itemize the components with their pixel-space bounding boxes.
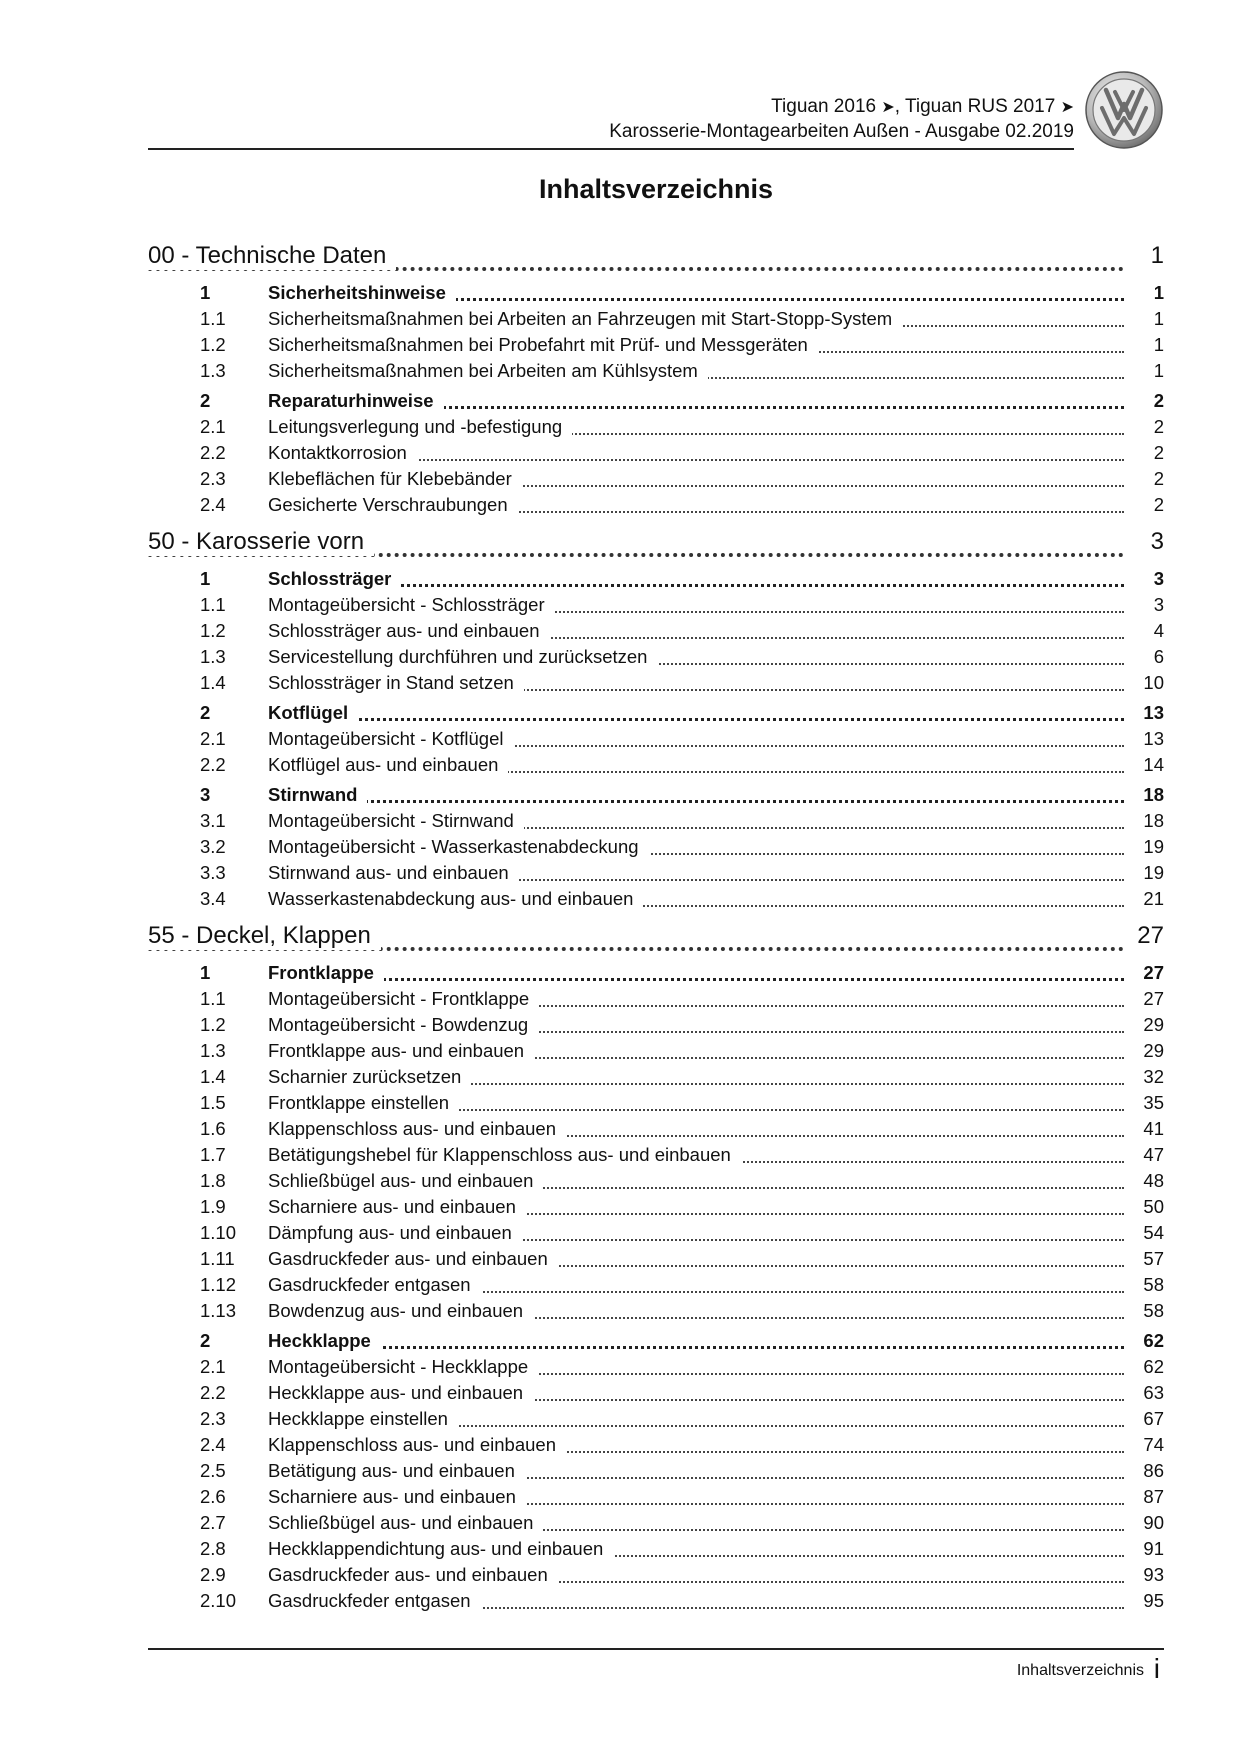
dot-leader xyxy=(268,1346,1124,1349)
toc-entry-number: 1.1 xyxy=(200,594,226,615)
toc-entry-page: 62 xyxy=(1131,1354,1164,1380)
toc-chapter-row[interactable] xyxy=(148,388,1164,414)
toc-chapter xyxy=(148,700,1164,778)
toc-entry-page: 6 xyxy=(1142,644,1164,670)
toc-entry-number: 1.2 xyxy=(200,334,226,355)
toc-entry-page: 2 xyxy=(1142,466,1164,492)
toc-entry-title: Montageübersicht - Frontklappe xyxy=(268,986,539,1012)
toc-chapter-page: 2 xyxy=(1142,388,1164,414)
toc-entry-title: Leitungsverlegung und -befestigung xyxy=(268,414,572,440)
toc-entry-number: 1.1 xyxy=(200,308,226,329)
header-models xyxy=(148,95,1074,120)
toc-entry-title: Montageübersicht - Stirnwand xyxy=(268,808,524,834)
toc-entry-page: 21 xyxy=(1131,886,1164,912)
toc-entry-title: Schließbügel aus- und einbauen xyxy=(268,1510,543,1536)
toc-entry-page: 57 xyxy=(1131,1246,1164,1272)
toc-entry-row[interactable] xyxy=(148,1354,1164,1380)
toc-section-heading[interactable] xyxy=(148,920,1164,956)
vw-logo-icon xyxy=(1084,70,1164,150)
toc-chapter-title: Heckklappe xyxy=(268,1328,381,1354)
toc-entry-number: 1.6 xyxy=(200,1118,226,1139)
toc-entry-row[interactable] xyxy=(148,1064,1164,1090)
toc-entry-title: Kontaktkorrosion xyxy=(268,440,417,466)
toc-chapter-number: 1 xyxy=(200,962,211,983)
toc-chapter-row[interactable] xyxy=(148,1328,1164,1354)
toc-entry-page: 41 xyxy=(1131,1116,1164,1142)
toc-entry-title: Sicherheitsmaßnahmen bei Arbeiten am Kühlsystem xyxy=(268,358,708,384)
toc-entry-page: 91 xyxy=(1131,1536,1164,1562)
toc-chapter xyxy=(148,1328,1164,1614)
toc-section-heading[interactable] xyxy=(148,526,1164,562)
toc-entry-page: 47 xyxy=(1131,1142,1164,1168)
toc-entry-title: Klebeflächen für Klebebänder xyxy=(268,466,522,492)
toc-chapter-row[interactable] xyxy=(148,700,1164,726)
toc-entry-page: 1 xyxy=(1142,332,1164,358)
toc-entry-page: 93 xyxy=(1131,1562,1164,1588)
toc-section xyxy=(148,526,1164,912)
toc-entry-row[interactable] xyxy=(148,1272,1164,1298)
toc-chapter-title: Schlossträger xyxy=(268,566,401,592)
toc-chapter-row[interactable] xyxy=(148,960,1164,986)
toc-entry-number: 2.3 xyxy=(200,1408,226,1429)
toc-chapter-number: 2 xyxy=(200,1330,211,1351)
toc-entry-page: 95 xyxy=(1131,1588,1164,1614)
toc-chapter-number: 3 xyxy=(200,784,211,805)
footer-label: Inhaltsverzeichnis xyxy=(1016,1662,1144,1679)
toc-entry-number: 1.5 xyxy=(200,1092,226,1113)
toc-section-heading[interactable] xyxy=(148,240,1164,276)
toc-entry-number: 3.1 xyxy=(200,810,226,831)
header-model-1: Tiguan 2016 xyxy=(771,96,877,117)
toc-entry-title: Montageübersicht - Schlossträger xyxy=(268,592,555,618)
toc-entry-title: Wasserkastenabdeckung aus- und einbauen xyxy=(268,886,643,912)
toc-entry-row[interactable] xyxy=(148,1116,1164,1142)
toc-entry-title: Gesicherte Verschraubungen xyxy=(268,492,518,518)
toc-entry-number: 2.8 xyxy=(200,1538,226,1559)
toc-entry-row[interactable] xyxy=(148,1168,1164,1194)
toc-entry-number: 2.2 xyxy=(200,1382,226,1403)
toc-entry-row[interactable] xyxy=(148,1562,1164,1588)
toc-section-title: 55 - Deckel, Klappen xyxy=(148,922,381,950)
toc-entry-page: 50 xyxy=(1131,1194,1164,1220)
toc-entry-title: Montageübersicht - Bowdenzug xyxy=(268,1012,538,1038)
toc-entry-row[interactable] xyxy=(148,1142,1164,1168)
toc-entry-page: 4 xyxy=(1142,618,1164,644)
toc-entry-number: 2.4 xyxy=(200,494,226,515)
toc-entry-number: 2.4 xyxy=(200,1434,226,1455)
toc-entry-number: 2.7 xyxy=(200,1512,226,1533)
toc-entry-page: 74 xyxy=(1131,1432,1164,1458)
toc-entry-row[interactable] xyxy=(148,1510,1164,1536)
toc-entry-page: 87 xyxy=(1131,1484,1164,1510)
toc-entry-page: 58 xyxy=(1131,1272,1164,1298)
toc-entry-title: Betätigungshebel für Klappenschloss aus- und einbauen xyxy=(268,1142,741,1168)
toc-entry-number: 1.13 xyxy=(200,1300,237,1321)
toc-chapter-number: 1 xyxy=(200,282,211,303)
toc-entry-row[interactable] xyxy=(148,886,1164,912)
page-title: Inhaltsverzeichnis xyxy=(538,174,774,204)
toc-entry-page: 90 xyxy=(1131,1510,1164,1536)
toc-entry-number: 1.12 xyxy=(200,1274,237,1295)
toc-entry-page: 1 xyxy=(1142,306,1164,332)
toc-entry-page: 67 xyxy=(1131,1406,1164,1432)
document-header xyxy=(148,95,1074,144)
toc-chapter-page: 18 xyxy=(1131,782,1164,808)
toc-entry-page: 2 xyxy=(1142,440,1164,466)
toc-entry-row[interactable] xyxy=(148,986,1164,1012)
toc-entry-row[interactable] xyxy=(148,1380,1164,1406)
toc-entry-title: Heckklappe einstellen xyxy=(268,1406,458,1432)
toc-entry-row[interactable] xyxy=(148,1484,1164,1510)
footer-page-number: i xyxy=(1153,1653,1160,1684)
toc-entry-title: Schlossträger in Stand setzen xyxy=(268,670,524,696)
toc-entry-page: 3 xyxy=(1142,592,1164,618)
toc-entry-title: Montageübersicht - Wasserkastenabdeckung xyxy=(268,834,649,860)
toc-entry-row[interactable] xyxy=(148,1406,1164,1432)
toc-chapter-title: Stirnwand xyxy=(268,782,367,808)
toc-entry-title: Gasdruckfeder aus- und einbauen xyxy=(268,1246,558,1272)
toc-chapter-title: Reparaturhinweise xyxy=(268,388,444,414)
dot-leader xyxy=(268,718,1124,721)
table-of-contents xyxy=(148,240,1164,1622)
toc-entry-row[interactable] xyxy=(148,1458,1164,1484)
toc-entry-row[interactable] xyxy=(148,670,1164,696)
toc-entry-row[interactable] xyxy=(148,440,1164,466)
toc-section-page: 1 xyxy=(1141,242,1164,270)
toc-entry-title: Montageübersicht - Kotflügel xyxy=(268,726,514,752)
toc-entry-row[interactable] xyxy=(148,618,1164,644)
toc-entry-number: 1.11 xyxy=(200,1248,235,1269)
toc-entry-title: Kotflügel aus- und einbauen xyxy=(268,752,508,778)
toc-entry-row[interactable] xyxy=(148,644,1164,670)
toc-entry-title: Klappenschloss aus- und einbauen xyxy=(268,1116,566,1142)
toc-chapter xyxy=(148,782,1164,912)
toc-entry-page: 18 xyxy=(1131,808,1164,834)
toc-entry-page: 2 xyxy=(1142,492,1164,518)
toc-entry-row[interactable] xyxy=(148,332,1164,358)
toc-entry-page: 54 xyxy=(1131,1220,1164,1246)
toc-entry-page: 27 xyxy=(1131,986,1164,1012)
toc-entry-page: 29 xyxy=(1131,1038,1164,1064)
dot-leader xyxy=(268,800,1124,803)
toc-entry-title: Scharniere aus- und einbauen xyxy=(268,1484,526,1510)
toc-entry-title: Scharnier zurücksetzen xyxy=(268,1064,471,1090)
toc-entry-title: Heckklappe aus- und einbauen xyxy=(268,1380,533,1406)
toc-section xyxy=(148,920,1164,1614)
header-subtitle: Karosserie-Montagearbeiten Außen - Ausgabe 02.2019 xyxy=(609,121,1074,142)
arrow-right-icon: ➤ xyxy=(1060,99,1074,116)
toc-section xyxy=(148,240,1164,518)
toc-entry-title: Sicherheitsmaßnahmen bei Probefahrt mit Prüf- und Messgeräten xyxy=(268,332,818,358)
toc-entry-page: 29 xyxy=(1131,1012,1164,1038)
toc-entry-number: 2.1 xyxy=(200,416,226,437)
toc-entry-row[interactable] xyxy=(148,492,1164,518)
toc-entry-row[interactable] xyxy=(148,1220,1164,1246)
toc-entry-row[interactable] xyxy=(148,358,1164,384)
toc-chapter-number: 2 xyxy=(200,390,211,411)
toc-entry-page: 10 xyxy=(1131,670,1164,696)
toc-section-page: 27 xyxy=(1127,922,1164,950)
toc-entry-row[interactable] xyxy=(148,466,1164,492)
toc-entry-row[interactable] xyxy=(148,1012,1164,1038)
toc-entry-title: Frontklappe aus- und einbauen xyxy=(268,1038,534,1064)
toc-entry-row[interactable] xyxy=(148,1536,1164,1562)
toc-entry-number: 2.2 xyxy=(200,442,226,463)
toc-entry-number: 1.1 xyxy=(200,988,226,1009)
toc-entry-row[interactable] xyxy=(148,414,1164,440)
toc-entry-title: Gasdruckfeder entgasen xyxy=(268,1588,481,1614)
toc-chapter-page: 3 xyxy=(1142,566,1164,592)
toc-entry-title: Gasdruckfeder entgasen xyxy=(268,1272,481,1298)
toc-entry-row[interactable] xyxy=(148,1432,1164,1458)
toc-section-page: 3 xyxy=(1141,528,1164,556)
toc-entry-number: 2.9 xyxy=(200,1564,226,1585)
toc-entry-page: 48 xyxy=(1131,1168,1164,1194)
arrow-right-icon: ➤ xyxy=(881,99,895,116)
toc-entry-number: 3.4 xyxy=(200,888,226,909)
toc-entry-row[interactable] xyxy=(148,1246,1164,1272)
toc-chapter-row[interactable] xyxy=(148,566,1164,592)
header-divider xyxy=(148,148,1074,150)
toc-entry-row[interactable] xyxy=(148,834,1164,860)
toc-entry-title: Betätigung aus- und einbauen xyxy=(268,1458,525,1484)
toc-entry-title: Servicestellung durchführen und zurücksetzen xyxy=(268,644,657,670)
toc-entry-page: 19 xyxy=(1131,834,1164,860)
toc-entry-number: 2.6 xyxy=(200,1486,226,1507)
dot-leader xyxy=(268,978,1124,981)
toc-chapter-title: Kotflügel xyxy=(268,700,358,726)
toc-entry-number: 2.1 xyxy=(200,728,226,749)
toc-entry-row[interactable] xyxy=(148,1038,1164,1064)
toc-entry-title: Sicherheitsmaßnahmen bei Arbeiten an Fahrzeugen mit Start-Stopp-System xyxy=(268,306,902,332)
header-model-2: , Tiguan RUS 2017 xyxy=(894,96,1056,117)
toc-chapter-page: 1 xyxy=(1142,280,1164,306)
toc-entry-row[interactable] xyxy=(148,1090,1164,1116)
toc-entry-number: 1.3 xyxy=(200,646,226,667)
toc-chapter xyxy=(148,280,1164,384)
toc-entry-number: 1.3 xyxy=(200,360,226,381)
toc-entry-number: 1.7 xyxy=(200,1144,226,1165)
toc-entry-title: Gasdruckfeder aus- und einbauen xyxy=(268,1562,558,1588)
toc-entry-page: 58 xyxy=(1131,1298,1164,1324)
toc-entry-title: Klappenschloss aus- und einbauen xyxy=(268,1432,566,1458)
toc-entry-page: 14 xyxy=(1131,752,1164,778)
toc-chapter-page: 62 xyxy=(1131,1328,1164,1354)
toc-entry-row[interactable] xyxy=(148,306,1164,332)
toc-chapter-number: 1 xyxy=(200,568,211,589)
toc-entry-title: Scharniere aus- und einbauen xyxy=(268,1194,526,1220)
toc-chapter-row[interactable] xyxy=(148,280,1164,306)
footer-divider xyxy=(148,1648,1164,1650)
toc-chapter-number: 2 xyxy=(200,702,211,723)
toc-entry-number: 1.10 xyxy=(200,1222,237,1243)
toc-entry-page: 35 xyxy=(1131,1090,1164,1116)
toc-entry-page: 63 xyxy=(1131,1380,1164,1406)
toc-entry-number: 2.10 xyxy=(200,1590,237,1611)
toc-entry-row[interactable] xyxy=(148,1588,1164,1614)
toc-entry-row[interactable] xyxy=(148,1298,1164,1324)
toc-chapter-page: 13 xyxy=(1131,700,1164,726)
toc-entry-number: 2.2 xyxy=(200,754,226,775)
toc-entry-number: 3.2 xyxy=(200,836,226,857)
toc-entry-number: 1.4 xyxy=(200,1066,226,1087)
toc-entry-title: Bowdenzug aus- und einbauen xyxy=(268,1298,533,1324)
toc-chapter-page: 27 xyxy=(1131,960,1164,986)
toc-entry-page: 2 xyxy=(1142,414,1164,440)
toc-entry-title: Frontklappe einstellen xyxy=(268,1090,459,1116)
toc-entry-number: 1.9 xyxy=(200,1196,226,1217)
toc-entry-number: 1.3 xyxy=(200,1040,226,1061)
toc-entry-title: Stirnwand aus- und einbauen xyxy=(268,860,519,886)
toc-entry-number: 1.2 xyxy=(200,1014,226,1035)
toc-entry-page: 13 xyxy=(1131,726,1164,752)
toc-entry-number: 3.3 xyxy=(200,862,226,883)
toc-entry-row[interactable] xyxy=(148,752,1164,778)
toc-entry-page: 1 xyxy=(1142,358,1164,384)
toc-entry-title: Schlossträger aus- und einbauen xyxy=(268,618,550,644)
toc-chapter-row[interactable] xyxy=(148,782,1164,808)
toc-entry-row[interactable] xyxy=(148,726,1164,752)
toc-entry-row[interactable] xyxy=(148,860,1164,886)
toc-entry-number: 2.5 xyxy=(200,1460,226,1481)
toc-chapter-title: Sicherheitshinweise xyxy=(268,280,456,306)
toc-entry-number: 1.8 xyxy=(200,1170,226,1191)
toc-entry-title: Schließbügel aus- und einbauen xyxy=(268,1168,543,1194)
toc-entry-title: Dämpfung aus- und einbauen xyxy=(268,1220,522,1246)
toc-entry-page: 19 xyxy=(1131,860,1164,886)
toc-entry-title: Heckklappendichtung aus- und einbauen xyxy=(268,1536,613,1562)
toc-section-title: 00 - Technische Daten xyxy=(148,242,396,270)
toc-chapter-title: Frontklappe xyxy=(268,960,384,986)
toc-section-title: 50 - Karosserie vorn xyxy=(148,528,374,556)
toc-chapter xyxy=(148,960,1164,1324)
toc-entry-number: 2.1 xyxy=(200,1356,226,1377)
toc-entry-number: 1.4 xyxy=(200,672,226,693)
toc-chapter xyxy=(148,566,1164,696)
toc-entry-number: 2.3 xyxy=(200,468,226,489)
toc-entry-row[interactable] xyxy=(148,808,1164,834)
toc-entry-number: 1.2 xyxy=(200,620,226,641)
toc-entry-page: 86 xyxy=(1131,1458,1164,1484)
toc-entry-page: 32 xyxy=(1131,1064,1164,1090)
toc-entry-row[interactable] xyxy=(148,592,1164,618)
toc-entry-row[interactable] xyxy=(148,1194,1164,1220)
toc-entry-title: Montageübersicht - Heckklappe xyxy=(268,1354,538,1380)
toc-chapter xyxy=(148,388,1164,518)
